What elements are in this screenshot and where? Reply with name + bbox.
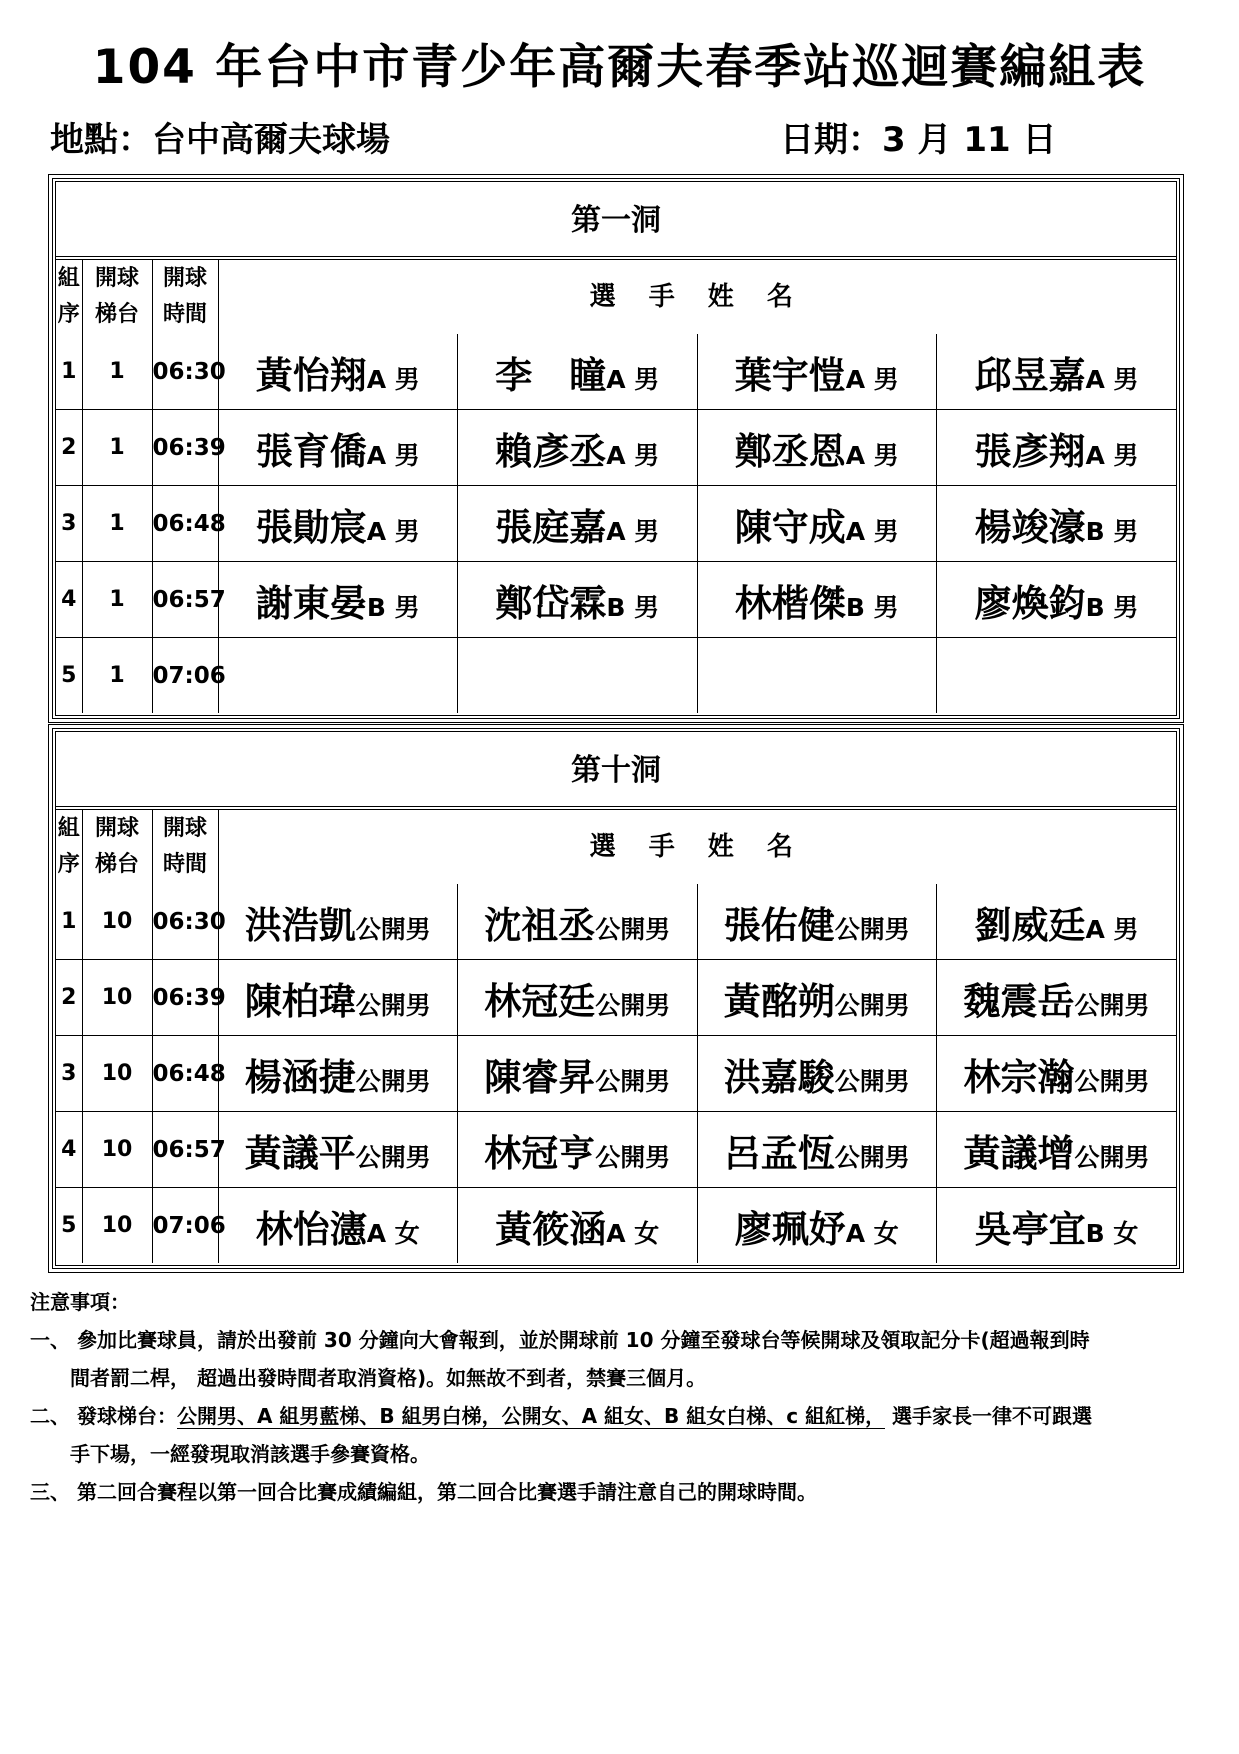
player-class: A 男 — [1085, 914, 1139, 944]
player-cell — [218, 410, 458, 486]
notes — [30, 1283, 1220, 1511]
player-name: 張彥翔 — [974, 429, 1086, 473]
player-cell — [218, 960, 458, 1036]
player-name: 邱昱嘉 — [974, 353, 1086, 397]
group-number: 4 — [56, 1112, 82, 1188]
player-cell — [697, 334, 937, 410]
player-class: A 男 — [366, 364, 420, 394]
player-cell — [697, 638, 937, 714]
players-column-header: 選 手 姓 名 — [218, 260, 1176, 334]
player-cell — [937, 960, 1177, 1036]
player-name: 林冠廷 — [484, 979, 596, 1023]
player-class: B 男 — [366, 592, 420, 622]
player-name: 林宗瀚 — [963, 1055, 1075, 1099]
player-class: A 男 — [606, 516, 660, 546]
player-name: 魏震岳 — [963, 979, 1075, 1023]
player-name: 劉威廷 — [974, 903, 1086, 947]
player-cell — [937, 1036, 1177, 1112]
player-class: 公開男 — [355, 1142, 431, 1172]
player-class: 公開男 — [595, 1066, 671, 1096]
player-class: 公開男 — [1074, 1142, 1150, 1172]
player-cell — [937, 1188, 1177, 1264]
player-cell — [218, 1036, 458, 1112]
player-cell — [218, 638, 458, 714]
player-cell — [458, 960, 698, 1036]
player-name: 廖煥鈞 — [974, 581, 1086, 625]
player-class: A 男 — [366, 516, 420, 546]
player-name: 張佑健 — [723, 903, 835, 947]
player-cell — [697, 486, 937, 562]
page-title: 104 年台中市青少年高爾夫春季站巡迴賽編組表 — [92, 40, 1147, 95]
player-name: 黃筱涵 — [495, 1207, 607, 1251]
player-class: A 男 — [845, 440, 899, 470]
tee-column-header: 開球 梯台 — [82, 260, 152, 334]
table-row — [56, 638, 1176, 714]
table-header — [56, 260, 1176, 334]
player-name: 林楷傑 — [734, 581, 846, 625]
player-class: A 男 — [366, 440, 420, 470]
hole-title: 第十洞 — [56, 732, 1176, 810]
table-row — [56, 1036, 1176, 1112]
player-name: 呂孟恆 — [723, 1131, 835, 1175]
note-1-cont: 間者罰二桿， 超過出發時間者取消資格)。如無故不到者，禁賽三個月。 — [70, 1366, 707, 1390]
player-name: 賴彥丞 — [495, 429, 607, 473]
table-row — [56, 562, 1176, 638]
player-cell — [937, 334, 1177, 410]
player-class: A 男 — [1085, 440, 1139, 470]
player-cell — [458, 334, 698, 410]
player-class: A 男 — [845, 364, 899, 394]
player-name: 張育僑 — [255, 429, 367, 473]
tee-number: 10 — [82, 884, 152, 960]
group-number: 3 — [56, 1036, 82, 1112]
player-name: 陳守成 — [734, 505, 846, 549]
player-name: 楊涵捷 — [244, 1055, 356, 1099]
table-row — [56, 1112, 1176, 1188]
notes-heading: 注意事項： — [30, 1290, 130, 1314]
player-class: B 男 — [1085, 592, 1139, 622]
player-cell — [218, 1188, 458, 1264]
note-3: 三、 第二回合賽程以第一回合比賽成績編組，第二回合比賽選手請注意自己的開球時間。 — [30, 1480, 817, 1504]
player-class: A 男 — [606, 440, 660, 470]
player-name: 廖珮妤 — [734, 1207, 846, 1251]
location-label: 地點：台中高爾夫球場 — [50, 120, 390, 160]
tee-number: 10 — [82, 1188, 152, 1264]
player-cell — [937, 638, 1177, 714]
player-name: 楊竣濠 — [974, 505, 1086, 549]
tee-time: 06:39 — [152, 410, 218, 486]
tee-number: 10 — [82, 1036, 152, 1112]
group-number: 2 — [56, 960, 82, 1036]
tee-number: 1 — [82, 562, 152, 638]
note-2: 二、 發球梯台：公開男、A 組男藍梯、B 組男白梯，公開女、A 組女、B 組女白梯、c 組紅梯， 選手家長一律不可跟選 — [30, 1404, 1093, 1428]
table-row — [56, 486, 1176, 562]
tee-time: 06:30 — [152, 884, 218, 960]
player-name: 黃議增 — [963, 1131, 1075, 1175]
tee-number: 1 — [82, 334, 152, 410]
player-cell — [697, 1188, 937, 1264]
player-cell — [697, 884, 937, 960]
group-number: 3 — [56, 486, 82, 562]
player-cell — [458, 562, 698, 638]
player-class: 公開男 — [834, 1066, 910, 1096]
hole-10-section — [52, 728, 1180, 1269]
group-number: 1 — [56, 334, 82, 410]
player-name: 鄭岱霖 — [495, 581, 607, 625]
player-class: B 男 — [845, 592, 899, 622]
group-number: 4 — [56, 562, 82, 638]
player-name: 林怡瀗 — [255, 1207, 367, 1251]
player-class: 公開男 — [834, 914, 910, 944]
player-cell — [458, 1188, 698, 1264]
player-class: A 男 — [1085, 364, 1139, 394]
player-name: 吳亭宜 — [974, 1207, 1086, 1251]
player-class: B 女 — [1085, 1218, 1139, 1248]
player-cell — [697, 1036, 937, 1112]
group-number: 5 — [56, 638, 82, 714]
player-cell — [458, 1036, 698, 1112]
player-cell — [218, 884, 458, 960]
player-cell — [937, 486, 1177, 562]
table-row — [56, 334, 1176, 410]
player-name: 陳柏瑋 — [244, 979, 356, 1023]
player-cell — [458, 638, 698, 714]
player-name: 黃酩朔 — [723, 979, 835, 1023]
player-cell — [937, 1112, 1177, 1188]
player-class: 公開男 — [355, 1066, 431, 1096]
player-class: A 女 — [366, 1218, 420, 1248]
player-class: 公開男 — [1074, 1066, 1150, 1096]
player-cell — [937, 884, 1177, 960]
player-cell — [937, 562, 1177, 638]
player-class: 公開男 — [355, 990, 431, 1020]
tee-number: 10 — [82, 1112, 152, 1188]
player-name: 沈祖丞 — [484, 903, 596, 947]
player-name: 葉宇愷 — [734, 353, 846, 397]
player-class: A 女 — [845, 1218, 899, 1248]
player-cell — [218, 562, 458, 638]
player-class: A 男 — [845, 516, 899, 546]
player-class: A 男 — [606, 364, 660, 394]
hole-title: 第一洞 — [56, 182, 1176, 260]
table-row — [56, 884, 1176, 960]
tee-number: 1 — [82, 638, 152, 714]
player-cell — [218, 486, 458, 562]
pairing-table — [56, 810, 1176, 1263]
player-name: 張庭嘉 — [495, 505, 607, 549]
tee-time: 06:57 — [152, 562, 218, 638]
player-name: 陳睿昇 — [484, 1055, 596, 1099]
group-number: 2 — [56, 410, 82, 486]
table-header — [56, 810, 1176, 884]
tee-number: 1 — [82, 410, 152, 486]
tee-time: 06:48 — [152, 1036, 218, 1112]
player-cell — [458, 884, 698, 960]
player-name: 洪嘉駿 — [723, 1055, 835, 1099]
player-name: 李 瞳 — [495, 353, 607, 397]
player-cell — [218, 1112, 458, 1188]
time-column-header: 開球 時間 — [152, 810, 218, 884]
tee-time: 06:39 — [152, 960, 218, 1036]
table-row — [56, 960, 1176, 1036]
player-class: 公開男 — [834, 990, 910, 1020]
player-name: 黃議平 — [244, 1131, 356, 1175]
player-name: 林冠亨 — [484, 1131, 596, 1175]
player-name: 謝東晏 — [255, 581, 367, 625]
table-row — [56, 1188, 1176, 1264]
tee-time: 07:06 — [152, 638, 218, 714]
player-cell — [218, 334, 458, 410]
player-class: 公開男 — [355, 914, 431, 944]
table-row — [56, 410, 1176, 486]
player-cell — [697, 1112, 937, 1188]
player-cell — [697, 410, 937, 486]
tee-time: 06:48 — [152, 486, 218, 562]
player-class: 公開男 — [595, 914, 671, 944]
tee-column-header: 開球 梯台 — [82, 810, 152, 884]
group-column-header: 組 序 — [56, 260, 82, 334]
player-class: 公開男 — [1074, 990, 1150, 1020]
player-class: 公開男 — [595, 1142, 671, 1172]
group-column-header: 組 序 — [56, 810, 82, 884]
tee-number: 1 — [82, 486, 152, 562]
player-cell — [458, 410, 698, 486]
tee-number: 10 — [82, 960, 152, 1036]
player-cell — [697, 960, 937, 1036]
player-class: 公開男 — [595, 990, 671, 1020]
hole-1-section — [52, 178, 1180, 719]
player-class: 公開男 — [834, 1142, 910, 1172]
player-cell — [697, 562, 937, 638]
tee-time: 06:57 — [152, 1112, 218, 1188]
player-name: 黃怡翔 — [255, 353, 367, 397]
note-1: 一、 參加比賽球員，請於出發前 30 分鐘向大會報到，並於開球前 10 分鐘至發球台等候開球及領取記分卡(超過報到時 — [30, 1328, 1090, 1352]
player-name: 洪浩凱 — [244, 903, 356, 947]
tee-time: 06:30 — [152, 334, 218, 410]
player-name: 張勛宸 — [255, 505, 367, 549]
player-class: A 女 — [606, 1218, 660, 1248]
pairing-table — [56, 260, 1176, 713]
group-number: 5 — [56, 1188, 82, 1264]
player-cell — [937, 410, 1177, 486]
time-column-header: 開球 時間 — [152, 260, 218, 334]
player-name: 鄭丞恩 — [734, 429, 846, 473]
players-column-header: 選 手 姓 名 — [218, 810, 1176, 884]
group-number: 1 — [56, 884, 82, 960]
date-label: 日期：3 月 11 日 — [780, 120, 1057, 160]
player-class: B 男 — [606, 592, 660, 622]
player-cell — [458, 486, 698, 562]
note-2-cont: 手下場，一經發現取消該選手參賽資格。 — [70, 1442, 430, 1466]
player-class: B 男 — [1085, 516, 1139, 546]
player-cell — [458, 1112, 698, 1188]
tee-time: 07:06 — [152, 1188, 218, 1264]
